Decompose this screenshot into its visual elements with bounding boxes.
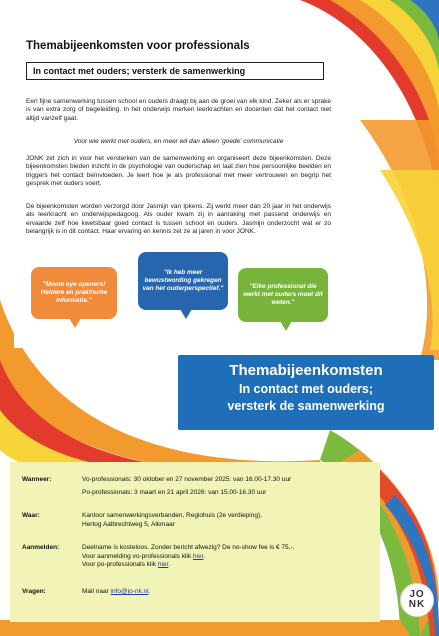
questions-value: Mail naar info@jo-nk.nl. <box>82 588 151 595</box>
page-title: Themabijeenkomsten voor professionals <box>26 40 250 52</box>
bubble-tail-green <box>280 321 292 331</box>
swirl-band-bottom <box>0 620 410 636</box>
signup-line-1: Deelname is kosteloos. Zonder bericht afwezig? De no-show fee is € 75,-. <box>82 544 295 551</box>
where-value <box>82 512 382 529</box>
quote-bubble-blue <box>138 252 228 310</box>
where-label: Waar: <box>22 512 40 519</box>
signup-label: Aanmelden: <box>22 544 60 551</box>
signup-value <box>82 544 382 570</box>
bubble-tail-orange <box>69 318 81 328</box>
where-line-1: Kantoor samenwerkingsverbanden, Regiohuis (2e verdieping), <box>82 512 262 519</box>
banner-line-2: In contact met ouders; <box>238 382 374 396</box>
banner-lines-2-3 <box>178 381 434 415</box>
contact-email-link[interactable]: info@jo-nk.nl <box>110 588 149 595</box>
signup-vo-link[interactable]: hier <box>192 552 204 560</box>
logo-line-2: NK <box>408 599 426 610</box>
signup-po-link[interactable]: hier <box>157 561 169 569</box>
signup-line-2: Voor aanmelding vo-professionals klik hier. <box>82 552 206 560</box>
quote-text-green: "Elke professional die werkt met ouders moet dit weten." <box>243 283 323 306</box>
intro-paragraph-3: De bijeenkomsten worden verzorgd door Jasmijn van Ipkens. Zij werkt meer dan 20 jaar in het onderwijs als leerkracht en onderwijspedagoog. Als ouder kwam zij in aanraking met passend onderwijs en ervaarde zelf hoe kwetsbaar goed contact is tussen school en ouders. Jasmijn onderzocht wat er zo belangrijk is in dit contact. Haar ervaring en kennis zet ze al jaren in voor JONK. <box>26 203 331 235</box>
when-value <box>82 476 382 497</box>
logo-line-1: JO <box>409 589 425 600</box>
bubble-tail-blue <box>180 309 192 319</box>
questions-text: Mail naar <box>82 588 111 595</box>
quote-text-orange: "Mooie eye openers! Heldere en praktische informatie." <box>40 281 108 304</box>
signup-po-text: Voor po-professionals klik <box>82 561 158 569</box>
questions-label: Vragen: <box>22 588 46 595</box>
signup-line-3: Voor po-professionals klik hier. <box>82 561 171 569</box>
title-banner <box>178 355 434 430</box>
when-line-1: Vo-professionals: 30 oktober en 27 november 2025: van 16.00-17.30 uur <box>82 476 292 483</box>
when-label: Wanneer: <box>22 476 52 483</box>
banner-line-1: Themabijeenkomsten <box>229 362 383 379</box>
quote-bubble-green <box>238 268 328 322</box>
where-line-2: Hertog Aalbrechtweg 5, Alkmaar <box>82 520 175 528</box>
subtitle-box: In contact met ouders; versterk de samenwerking <box>26 62 324 80</box>
signup-vo-text: Voor aanmelding vo-professionals klik <box>82 552 193 560</box>
banner-line-3: versterk de samenwerking <box>227 399 385 413</box>
quote-bubble-orange <box>31 267 117 319</box>
when-line-2: Po-professionals: 3 maart en 21 april 2026: van 15.00-16.30 uur <box>82 488 267 496</box>
event-info-box <box>10 462 380 622</box>
intro-paragraph-2: JONK zet zich in voor het versterken van de samenwerking en organiseert deze bijeenkomsten. Deze bijeenkomsten bieden inzicht in de psychologie van ouderschap en laat zien hoe persoonlijke beelden en triggers het contact beïnvloeden. Je leert hoe je als professional met meer vertrouwen en begrip het gesprek met ouders voert. <box>26 155 331 187</box>
quote-text-blue: "Ik heb meer bewustwording gekregen van het ouderperspectief." <box>142 269 224 292</box>
jonk-logo <box>400 583 434 617</box>
tagline: Voor wie werkt met ouders, en meer wil dan alleen 'goede' communicatie <box>73 138 284 145</box>
intro-paragraph-1: Een fijne samenwerking tussen school en ouders draagt bij aan de groei van elk kind. Zeker als er sprake is van extra zorg of begeleiding. In het onderwijs merken leerkrachten en docenten dat het contact niet altijd vanzelf gaat. <box>26 98 331 122</box>
